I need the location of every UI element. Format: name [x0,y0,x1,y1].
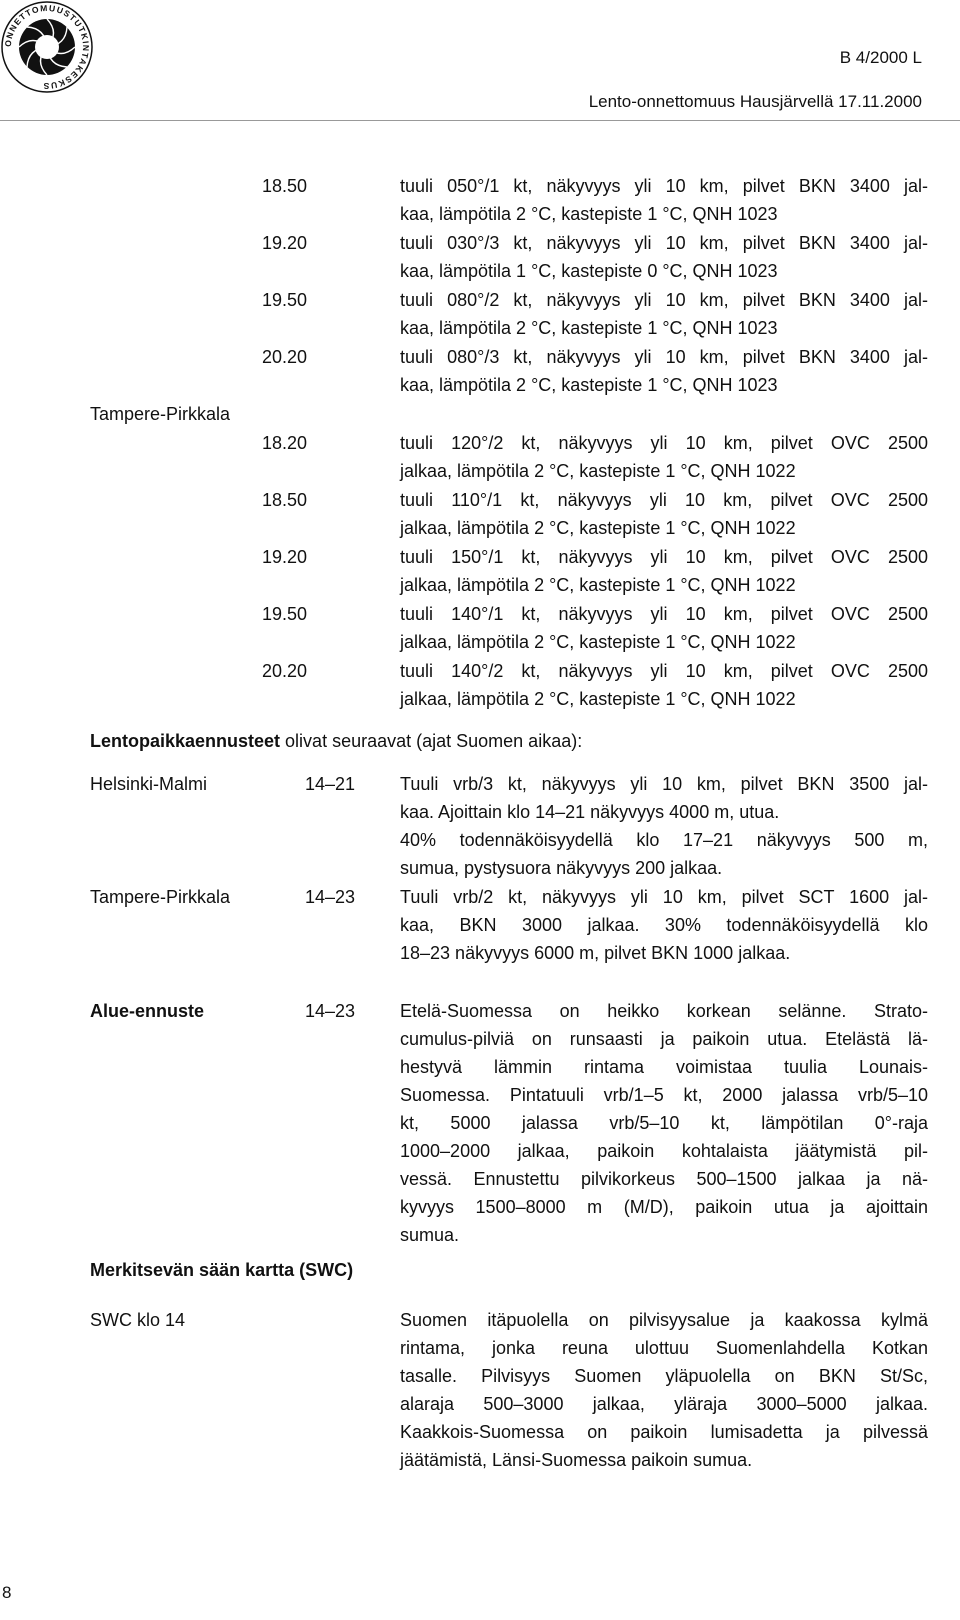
report-title: Lento-onnettomuus Hausjärvellä 17.11.2000 [588,92,922,111]
svg-text:ONNETTOMUUSTUTKINTAKESKUS: ONNETTOMUUSTUTKINTAKESKUS [2,2,92,92]
obs-line: tuuli 110°/1 kt, näkyvyys yli 10 km, pilvet OVC 2500 [400,490,928,510]
forecast-period: 14–21 [305,774,356,794]
obs-line: jalkaa, lämpötila 2 °C, kastepiste 1 °C, QNH 1022 [400,632,796,652]
forecast-period: 14–23 [305,887,356,907]
swc-line: tasalle. Pilvisyys Suomen yläpuolella on BKN St/Sc, [400,1366,928,1386]
obs-line: tuuli 030°/3 kt, näkyvyys yli 10 km, pilvet BKN 3400 jal- [400,233,928,253]
obs-line: tuuli 120°/2 kt, näkyvyys yli 10 km, pilvet OVC 2500 [400,433,928,453]
forecast-line: kaa, BKN 3000 jalkaa. 30% todennäköisyydellä klo [400,915,928,935]
swc-line: alaraja 500–3000 jalkaa, yläraja 3000–5000 jalkaa. [400,1394,928,1414]
obs-time: 18.50 [262,490,308,510]
area-forecast-line: vessä. Ennustettu pilvikorkeus 500–1500 jalkaa ja nä- [400,1169,928,1189]
area-forecast-line: 1000–2000 jalkaa, paikoin kohtalaista jäätymistä pil- [400,1141,928,1161]
obs-time: 18.50 [262,176,308,196]
obs-line: tuuli 050°/1 kt, näkyvyys yli 10 km, pilvet BKN 3400 jal- [400,176,928,196]
area-forecast-period: 14–23 [305,1001,356,1021]
obs-line: jalkaa, lämpötila 2 °C, kastepiste 1 °C, QNH 1022 [400,575,796,595]
area-forecast-line: Suomessa. Pintatuuli vrb/1–5 kt, 2000 jalassa vrb/5–10 [400,1085,928,1105]
station-label-tampere: Tampere-Pirkkala [90,404,231,424]
obs-line: tuuli 080°/2 kt, näkyvyys yli 10 km, pilvet BKN 3400 jal- [400,290,928,310]
page-number: 8 [2,1583,12,1602]
obs-line: tuuli 140°/1 kt, näkyvyys yli 10 km, pilvet OVC 2500 [400,604,928,624]
obs-time: 19.50 [262,604,308,624]
obs-line: kaa, lämpötila 1 °C, kastepiste 0 °C, QNH 1023 [400,261,778,281]
swc-label: SWC klo 14 [90,1310,186,1330]
obs-time: 19.20 [262,233,308,253]
swc-line: jäätämistä, Länsi-Suomessa paikoin sumua. [400,1450,753,1470]
area-forecast-line: cumulus-pilviä on runsaasti ja paikoin utua. Etelästä lä- [400,1029,928,1049]
obs-time: 20.20 [262,661,308,681]
swc-line: Suomen itäpuolella on pilvisyysalue ja kaakossa kylmä [400,1310,928,1330]
obs-line: kaa, lämpötila 2 °C, kastepiste 1 °C, QNH 1023 [400,318,778,338]
forecast-intro [90,727,582,755]
header-divider [0,120,960,121]
obs-time: 20.20 [262,347,308,367]
forecast-line: 18–23 näkyvyys 6000 m, pilvet BKN 1000 jalkaa. [400,943,791,963]
swc-heading: Merkitsevän sään kartta (SWC) [90,1260,354,1280]
forecast-place: Tampere-Pirkkala [90,887,231,907]
area-forecast-label: Alue-ennuste [90,1001,205,1021]
area-forecast-line: kyvyys 1500–8000 m (M/D), paikoin utua ja ajoittain [400,1197,928,1217]
obs-time: 19.20 [262,547,308,567]
obs-line: jalkaa, lämpötila 2 °C, kastepiste 1 °C, QNH 1022 [400,461,796,481]
obs-line: kaa, lämpötila 2 °C, kastepiste 1 °C, QNH 1023 [400,204,778,224]
forecast-line: Tuuli vrb/2 kt, näkyvyys yli 10 km, pilvet SCT 1600 jal- [400,887,928,907]
obs-line: jalkaa, lämpötila 2 °C, kastepiste 1 °C, QNH 1022 [400,689,796,709]
forecast-intro-rest: olivat seuraavat (ajat Suomen aikaa): [280,731,583,751]
obs-line: jalkaa, lämpötila 2 °C, kastepiste 1 °C, QNH 1022 [400,518,796,538]
obs-time: 18.20 [262,433,308,453]
forecast-place: Helsinki-Malmi [90,774,208,794]
forecast-intro-bold: Lentopaikkaennusteet [90,731,281,751]
swc-line: Kaakkois-Suomessa on paikoin lumisadetta ja pilvessä [400,1422,928,1442]
obs-time: 19.50 [262,290,308,310]
forecast-line: Tuuli vrb/3 kt, näkyvyys yli 10 km, pilvet BKN 3500 jal- [400,774,928,794]
report-id: B 4/2000 L [839,48,922,67]
obs-line: tuuli 080°/3 kt, näkyvyys yli 10 km, pilvet BKN 3400 jal- [400,347,928,367]
agency-seal-logo [0,0,94,94]
forecast-line: sumua, pystysuora näkyvyys 200 jalkaa. [400,858,723,878]
swc-line: rintama, jonka reuna ulottuu Suomenlahdella Kotkan [400,1338,928,1358]
obs-line: kaa, lämpötila 2 °C, kastepiste 1 °C, QNH 1023 [400,375,778,395]
area-forecast-line: kt, 5000 jalassa vrb/5–10 kt, lämpötilan 0°-raja [400,1113,928,1133]
forecast-line: 40% todennäköisyydellä klo 17–21 näkyvyys 500 m, [400,830,928,850]
area-forecast-line: Etelä-Suomessa on heikko korkean selänne. Strato- [400,1001,928,1021]
obs-line: tuuli 150°/1 kt, näkyvyys yli 10 km, pilvet OVC 2500 [400,547,928,567]
area-forecast-line: sumua. [400,1225,460,1245]
forecast-line: kaa. Ajoittain klo 14–21 näkyvyys 4000 m, utua. [400,802,780,822]
area-forecast-line: hestyvä lämmin rintama voimistaa tuulia Lounais- [400,1057,928,1077]
obs-line: tuuli 140°/2 kt, näkyvyys yli 10 km, pilvet OVC 2500 [400,661,928,681]
